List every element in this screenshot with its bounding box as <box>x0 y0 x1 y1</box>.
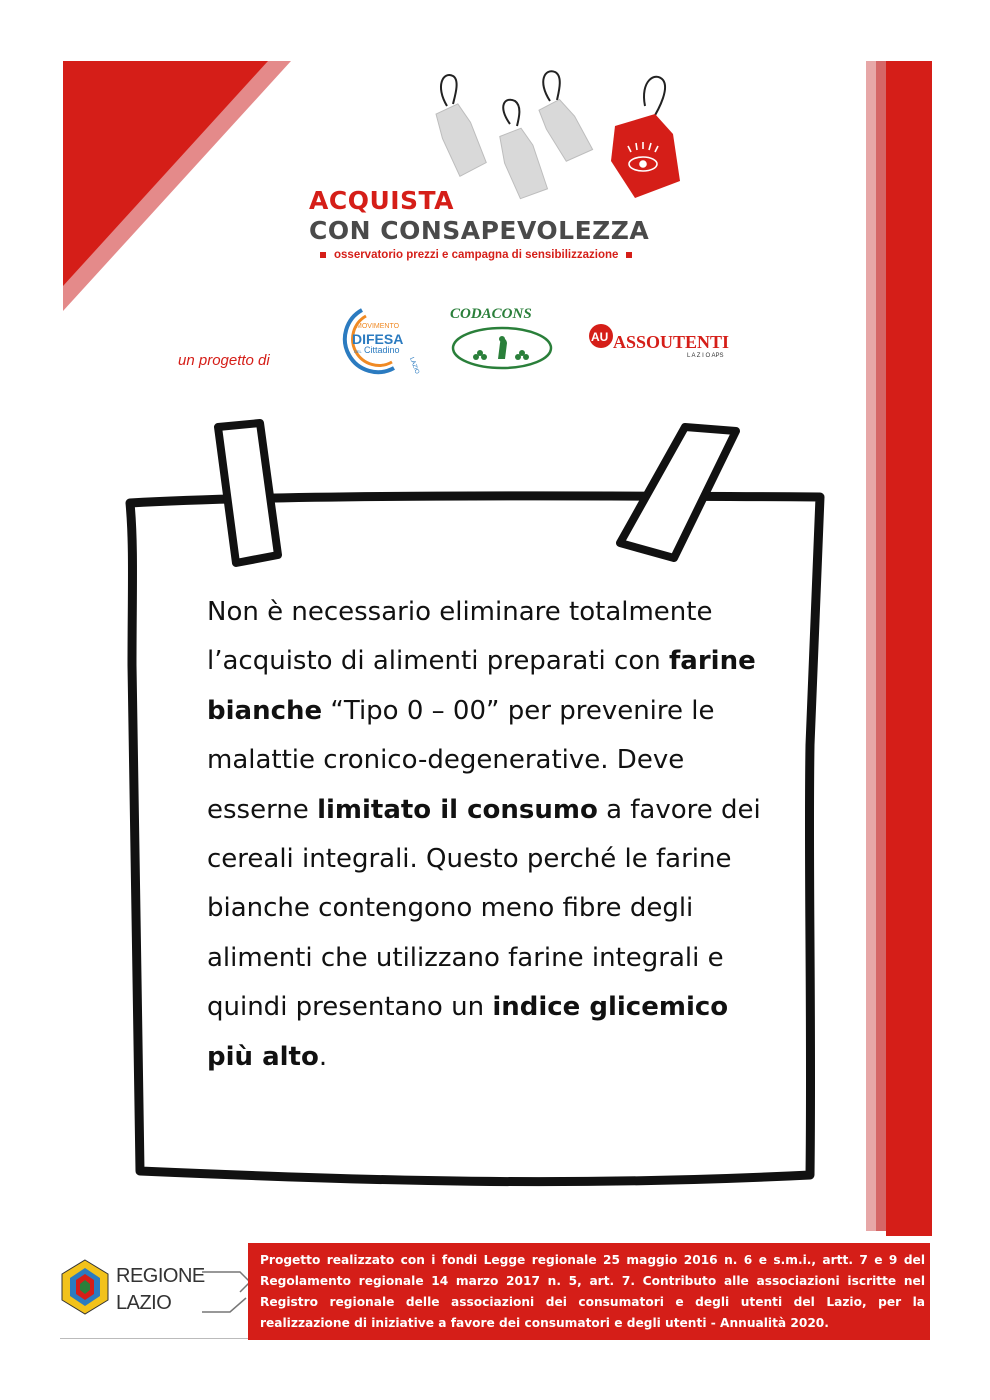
side-bar-red <box>886 61 932 1236</box>
side-bar-pale <box>866 61 876 1231</box>
note-seg1: Non è necessario eliminare totalmente l’acquisto di alimenti preparati con <box>207 597 713 677</box>
corner-triangle-red <box>63 61 268 286</box>
assoutenti-badge-text: AU <box>591 330 609 344</box>
side-bar-pink <box>876 61 886 1231</box>
project-by-label: un progetto di <box>178 352 270 369</box>
mdc-top-text: MOVIMENTO <box>356 323 400 330</box>
brand-title-line2: CON CONSAPEVOLEZZA <box>309 216 650 245</box>
footer-region-line1: REGIONE <box>116 1265 205 1287</box>
note-seg3: a favore dei cereali integrali. Questo perché le farine bianche contengono meno fibre degli alimenti che utilizzano farine integrali e quindi presentano un <box>207 794 761 1023</box>
note-bold3: indice glicemico più alto <box>207 992 729 1072</box>
note-seg4: . <box>318 1041 328 1072</box>
note-bold1: farine bianche <box>207 646 756 726</box>
footer-divider <box>60 1338 250 1339</box>
mdc-main-text: DIFESA <box>352 331 404 347</box>
note-bold2: limitato il consumo <box>317 794 598 825</box>
mdc-bottom-text: Cittadino <box>364 345 400 355</box>
square-bullet-icon <box>626 252 632 258</box>
price-tags-icon <box>425 66 685 206</box>
square-bullet-icon <box>320 252 326 258</box>
mdc-prefix-text: DEL <box>354 349 362 354</box>
mdc-region-text: LAZIO <box>408 356 420 375</box>
assoutenti-sub: L A Z I O APS <box>687 353 724 358</box>
regione-lazio-emblem-icon <box>60 1258 110 1316</box>
note-seg2: “Tipo 0 – 00” per prevenire le malattie cronico-degenerative. Deve esserne <box>207 695 715 825</box>
funding-disclaimer: Progetto realizzato con i fondi Legge regionale 25 maggio 2016 n. 6 e s.m.i., artt. 7 e 9 del Regolamento regionale 14 marzo 2017 n. 5, art. 7. Contributo alle associazioni iscritte nel Registro regionale delle associazioni dei consumatori e degli utenti del Lazio, per la realizzazione di iniziative a favore dei consumatori e degli utenti - Annualità 2020. <box>260 1253 925 1330</box>
assoutenti-logo <box>587 318 752 358</box>
mdc-logo <box>322 306 422 376</box>
chevron-icon <box>200 1262 252 1320</box>
note-text <box>207 588 777 1082</box>
assoutenti-name: ASSOUTENTI <box>613 332 730 352</box>
footer-region-line2: LAZIO <box>116 1292 172 1314</box>
codacons-name: CODACONS <box>450 306 532 322</box>
brand-subtitle <box>312 249 640 261</box>
codacons-emblem-icon <box>450 325 554 371</box>
brand-title-line1: ACQUISTA <box>309 186 455 215</box>
brand-subtitle-text: osservatorio prezzi e campagna di sensibilizzazione <box>334 249 619 261</box>
